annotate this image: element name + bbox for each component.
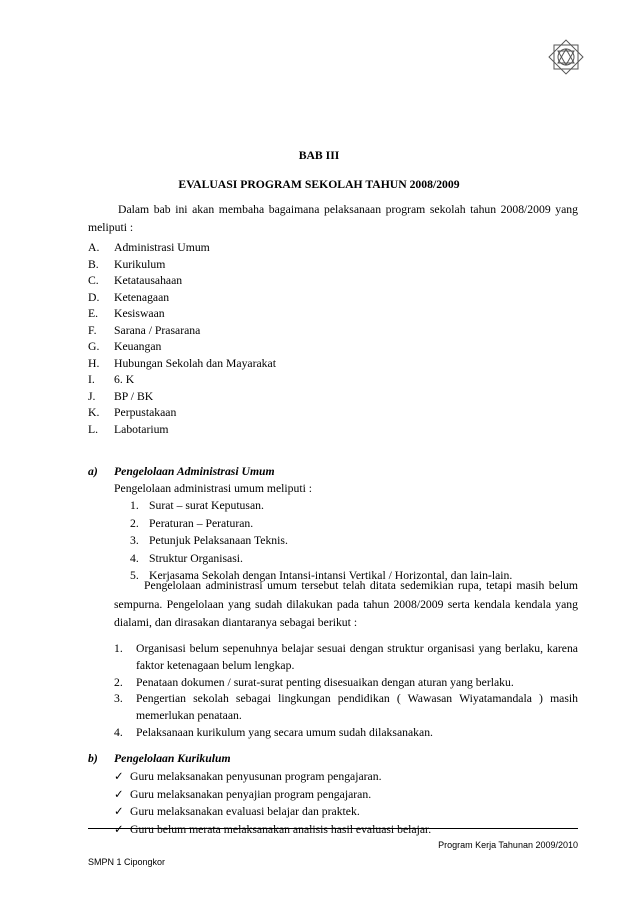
list-item-letter: I.	[88, 373, 95, 387]
list-item-text: Surat – surat Keputusan.	[149, 499, 264, 512]
list-item	[114, 691, 578, 725]
list-item-text: Penataan dokumen / surat-surat penting disesuaikan dengan aturan yang berlaku.	[136, 675, 514, 689]
section-a-intro: Pengelolaan administrasi umum meliputi :	[114, 482, 313, 495]
section-b-letter: b)	[88, 752, 98, 765]
list-item-number: 3.	[114, 692, 123, 706]
list-item	[88, 290, 276, 307]
list-item-letter: A.	[88, 241, 100, 254]
list-item	[114, 821, 431, 839]
footer-divider	[88, 828, 578, 829]
program-list	[88, 240, 276, 439]
list-item	[88, 240, 276, 257]
list-item-number: 3.	[130, 534, 139, 547]
checkmark-icon: ✓	[114, 787, 124, 801]
list-item-number: 1.	[114, 642, 123, 655]
list-item-text: Kerjasama Sekolah dengan Intansi-intansi Vertikal / Horizontal, dan lain-lain.	[149, 569, 513, 582]
list-item-label: BP / BK	[114, 389, 154, 403]
checkmark-icon: ✓	[114, 770, 124, 783]
list-item-number: 1.	[130, 499, 139, 512]
list-item-label: Kurikulum	[114, 257, 166, 271]
footer-school-name: SMPN 1 Cipongkor	[88, 857, 166, 867]
list-item	[130, 497, 512, 515]
section-a-heading	[88, 465, 275, 478]
list-item-label: Hubungan Sekolah dan Mayarakat	[114, 356, 276, 370]
list-item-text: Organisasi belum sepenuhnya belajar sesuai dengan struktur organisasi yang berlaku, karena faktor ketenagaan belum lengkap.	[136, 642, 578, 672]
checkmark-icon: ✓	[114, 822, 124, 836]
footer-program-title: Program Kerja Tahunan 2009/2010	[438, 840, 578, 850]
list-item-text: Struktur Organisasi.	[149, 551, 243, 565]
list-item	[88, 257, 276, 274]
list-item-letter: G.	[88, 340, 100, 354]
list-item	[114, 641, 578, 675]
list-item-letter: C.	[88, 274, 99, 288]
list-item-text: Pengertian sekolah sebagai lingkungan pendidikan ( Wawasan Wiyatamandala ) masih memerlukan penataan.	[136, 692, 578, 723]
list-item	[114, 675, 578, 692]
list-item	[88, 339, 276, 356]
list-item-label: Labotarium	[114, 423, 169, 437]
list-item-number: 2.	[114, 675, 123, 689]
section-a-letter: a)	[88, 465, 98, 478]
list-item	[114, 768, 431, 786]
list-item	[130, 515, 512, 533]
list-item-label: Sarana / Prasarana	[114, 323, 201, 337]
list-item	[114, 725, 578, 742]
list-item-text: Guru melaksanakan penyusunan program pengajaran.	[130, 770, 382, 783]
list-item-letter: L.	[88, 423, 99, 437]
list-item-label: Kesiswaan	[114, 307, 165, 321]
intro-paragraph: Dalam bab ini akan membaha bagaimana pelaksanaan program sekolah tahun 2008/2009 yang meliputi :	[88, 203, 578, 234]
list-item	[130, 532, 512, 550]
list-item-letter: K.	[88, 406, 100, 420]
section-b-heading	[88, 752, 231, 765]
section-a-title: Pengelolaan Administrasi Umum	[114, 465, 275, 478]
list-item-text: Guru belum merata melaksanakan analisis hasil evaluasi belajar.	[130, 822, 432, 836]
list-item-letter: H.	[88, 356, 100, 370]
checkmark-icon: ✓	[114, 805, 124, 818]
list-item-label: 6. K	[114, 373, 135, 387]
page-title: EVALUASI PROGRAM SEKOLAH TAHUN 2008/2009	[178, 178, 460, 191]
list-item-number: 5.	[130, 569, 139, 582]
list-item-text: Guru melaksanakan penyajian program pengajaran.	[130, 787, 372, 801]
list-item	[88, 306, 276, 323]
list-item-text: Pelaksanaan kurikulum yang secara umum sudah dilaksanakan.	[136, 725, 433, 739]
list-item-letter: D.	[88, 290, 100, 304]
list-item-label: Administrasi Umum	[114, 241, 210, 254]
list-item	[88, 323, 276, 340]
list-item	[114, 803, 431, 821]
section-a-issues	[114, 641, 578, 742]
list-item-label: Ketatausahaan	[114, 274, 183, 288]
section-a-items	[130, 497, 512, 585]
list-item-text: Petunjuk Pelaksanaan Teknis.	[149, 534, 288, 547]
list-item-label: Ketenagaan	[114, 290, 170, 304]
list-item-label: Keuangan	[114, 340, 162, 354]
list-item	[88, 356, 276, 373]
list-item-text: Peraturan – Peraturan.	[149, 516, 254, 530]
list-item-letter: F.	[88, 323, 97, 337]
list-item	[88, 389, 276, 406]
section-b-title: Pengelolaan Kurikulum	[114, 752, 231, 765]
list-item	[130, 550, 512, 568]
list-item-number: 4.	[130, 551, 139, 565]
list-item-number: 2.	[130, 516, 139, 530]
list-item	[88, 405, 276, 422]
list-item-label: Perpustakaan	[114, 406, 177, 420]
list-item-number: 4.	[114, 725, 123, 739]
list-item	[88, 273, 276, 290]
list-item-letter: J.	[88, 389, 96, 403]
list-item	[88, 372, 276, 389]
list-item	[88, 422, 276, 439]
school-logo-icon	[545, 36, 587, 78]
list-item-text: Guru melaksanakan evaluasi belajar dan praktek.	[130, 805, 360, 818]
list-item-letter: B.	[88, 257, 99, 271]
section-a-paragraph: Pengelolaan administrasi umum tersebut telah ditata sedemikian rupa, tetapi masih belum sempurna. Pengelolaan yang sudah dilakukan pada tahun 2008/2009 serta kendala kendala yang dialami, dan dirasakan diantaranya sebagai berikut :	[114, 579, 578, 629]
chapter-label: BAB III	[298, 149, 340, 162]
list-item-letter: E.	[88, 307, 99, 321]
list-item	[114, 786, 431, 804]
